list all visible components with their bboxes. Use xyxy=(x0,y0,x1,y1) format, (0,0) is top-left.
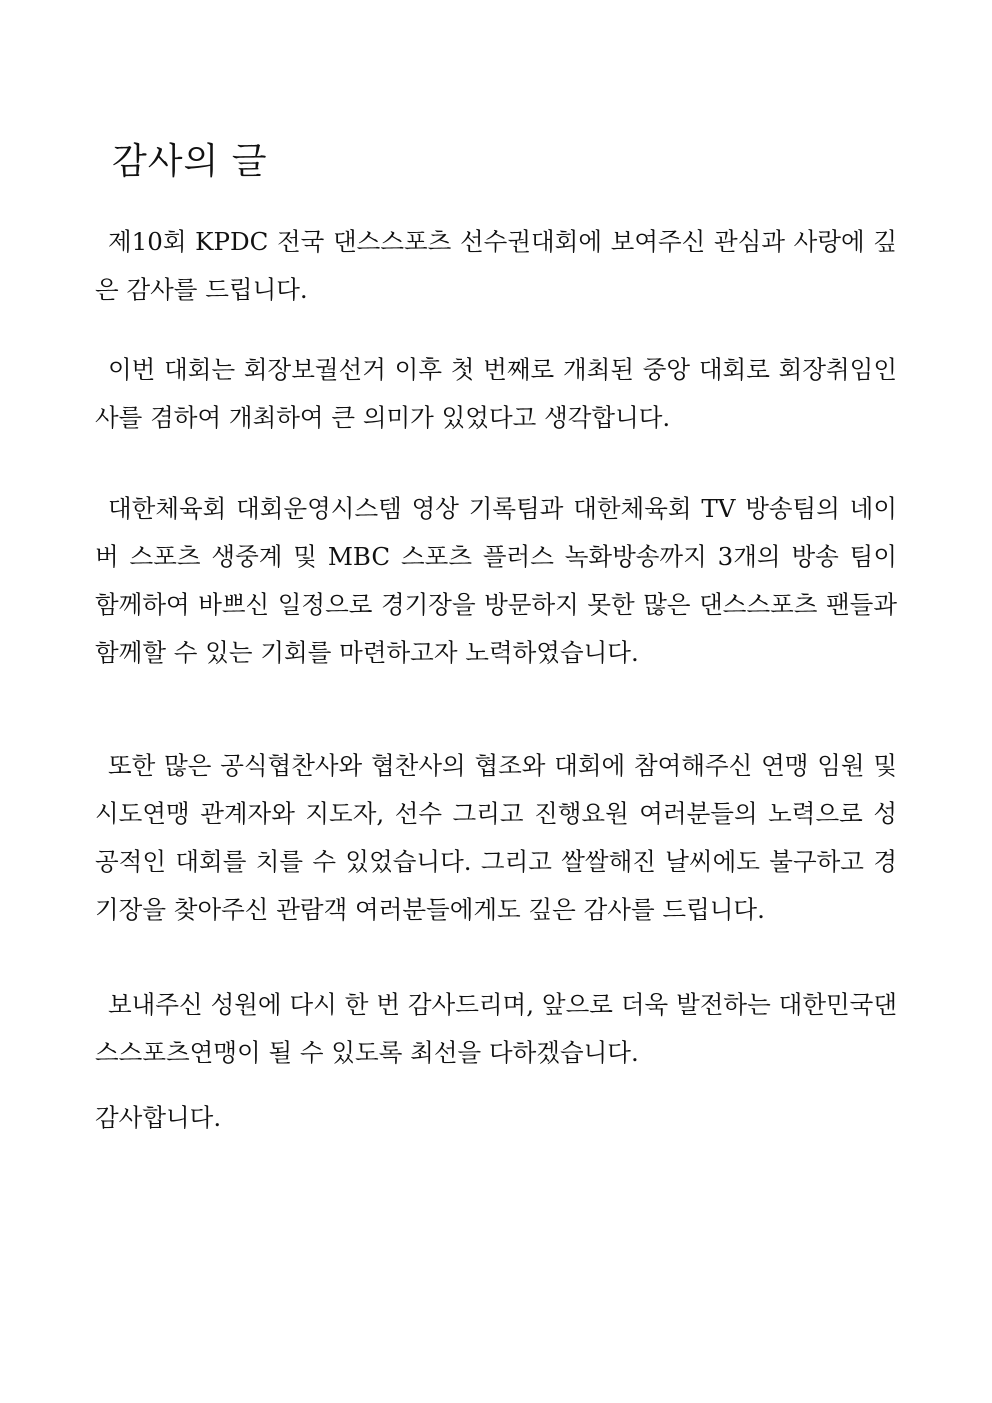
paragraph-sponsors: 또한 많은 공식협찬사와 협찬사의 협조와 대회에 참여해주신 연맹 임원 및 시도연맹 관계자와 지도자, 선수 그리고 진행요원 여러분들의 노력으로 성공적인 대회를 치를 수 있었습니다. 그리고 쌀쌀해진 날씨에도 불구하고 경기장을 찾아주신 관람객 여러분들에게도 깊은 감사를 드립니다. xyxy=(95,751,897,924)
paragraph-event-significance: 이번 대회는 회장보궐선거 이후 첫 번째로 개최된 중앙 대회로 회장취임인사를 겸하여 개최하여 큰 의미가 있었다고 생각합니다. xyxy=(95,355,897,432)
paragraph-gratitude: 제10회 KPDC 전국 댄스스포츠 선수권대회에 보여주신 관심과 사랑에 깊은 감사를 드립니다. xyxy=(95,227,897,304)
page-title: 감사의 글 xyxy=(112,141,268,182)
paragraph-broadcast: 대한체육회 대회운영시스템 영상 기록팀과 대한체육회 TV 방송팀의 네이버 스포츠 생중계 및 MBC 스포츠 플러스 녹화방송까지 3개의 방송 팀이 함께하여 바쁘신 일정으로 경기장을 방문하지 못한 많은 댄스스포츠 팬들과 함께할 수 있는 기회를 마련하고자 노력하였습니다. xyxy=(95,494,897,667)
paragraph-closing-pledge: 보내주신 성원에 다시 한 번 감사드리며, 앞으로 더욱 발전하는 대한민국댄스스포츠연맹이 될 수 있도록 최선을 다하겠습니다. xyxy=(95,990,897,1067)
paragraph-thanks: 감사합니다. xyxy=(95,1103,222,1132)
